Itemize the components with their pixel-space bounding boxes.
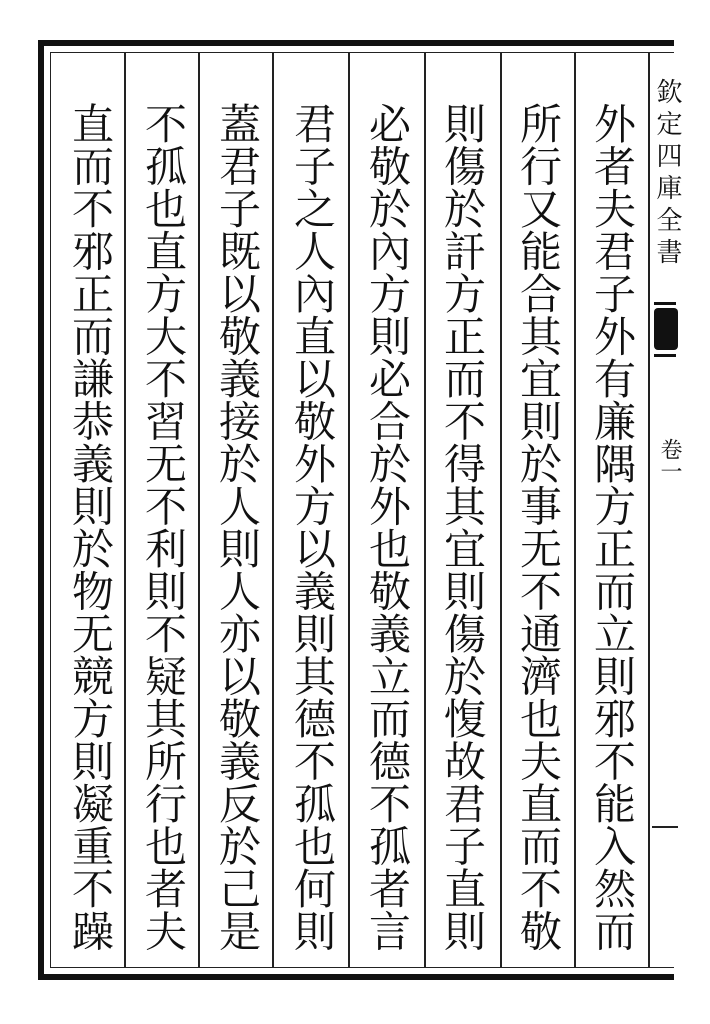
text-column-7: 不孤也直方大不習无不利則不疑其所行也者夫 xyxy=(139,102,188,952)
column-rule xyxy=(272,53,274,967)
column-rule xyxy=(198,53,200,967)
text-column-3: 則傷於訐方正而不得其宜則傷於愎故君子直則 xyxy=(438,102,487,952)
book-title: 欽定四庫全書 xyxy=(652,78,682,270)
column-rule xyxy=(574,53,576,967)
text-column-4: 必敬於內方則必合於外也敬義立而德不孤者言 xyxy=(363,102,412,952)
text-column-6: 蓋君子既以敬義接於人則人亦以敬義反於己是 xyxy=(213,102,262,952)
text-column-1: 外者夫君子外有廉隅方正而立則邪不能入然而 xyxy=(588,102,637,952)
volume-label: 卷一 xyxy=(657,438,682,482)
margin-rule xyxy=(648,52,650,968)
fishtail-top xyxy=(654,302,676,305)
column-rule xyxy=(500,53,502,967)
margin-mark xyxy=(652,826,678,828)
column-rule xyxy=(124,53,126,967)
column-rule xyxy=(424,53,426,967)
text-column-8: 直而不邪正而謙恭義則於物无競方則凝重不躁 xyxy=(66,102,115,952)
fishtail-bottom xyxy=(654,354,676,357)
text-column-2: 所行又能合其宜則於事无不通濟也夫直而不敬 xyxy=(514,102,563,952)
column-rule xyxy=(348,53,350,967)
text-column-5: 君子之人內直以敬外方以義則其德不孤也何則 xyxy=(288,102,337,952)
fishtail-block xyxy=(654,308,678,350)
